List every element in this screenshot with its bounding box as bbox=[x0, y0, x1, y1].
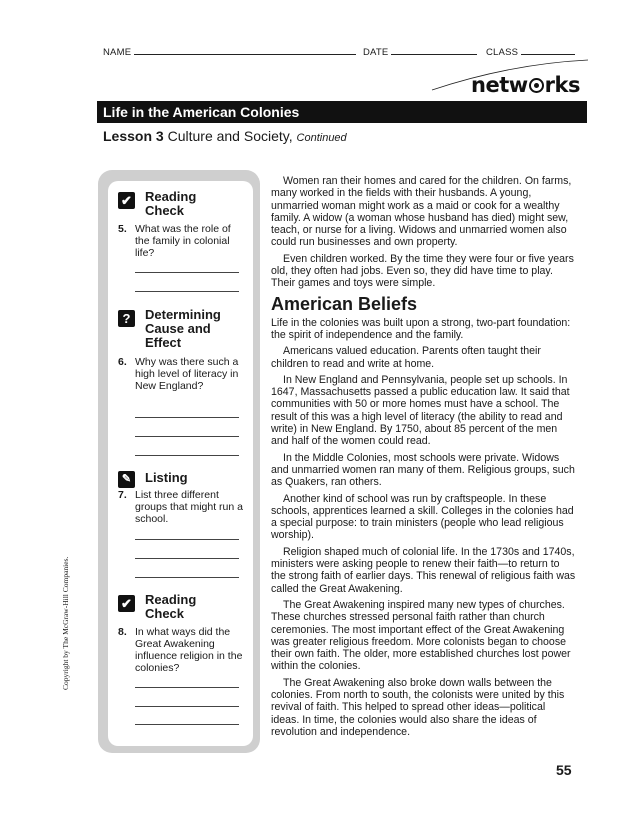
chapter-title: Life in the American Colonies bbox=[103, 104, 300, 120]
answer-line[interactable] bbox=[135, 291, 239, 292]
box-title: Reading Check bbox=[145, 189, 197, 218]
box-header bbox=[118, 190, 248, 222]
listing-box bbox=[118, 469, 248, 525]
box-header bbox=[118, 593, 248, 625]
paragraph: Religion shaped much of colonial life. In the 1730s and 1740s, ministers were asking people to renew their faith—to return to the strong faith of earlier days. This renewal of religious faith was called the Great Awakening. bbox=[271, 545, 576, 595]
paragraph: Another kind of school was run by craftspeople. In these schools, apprentices learned a skill. Colleges in the colonies had a special purpose: to train ministers (people who lead religious worship). bbox=[271, 492, 574, 542]
networks-logo bbox=[471, 73, 580, 97]
logo-text-start: netw bbox=[471, 73, 528, 97]
answer-line[interactable] bbox=[135, 687, 239, 688]
page-number: 55 bbox=[556, 762, 572, 778]
date-label: DATE bbox=[363, 47, 389, 58]
question-mark-icon: ? bbox=[118, 310, 135, 327]
list-icon: ✎ bbox=[118, 471, 135, 488]
checkmark-icon: ✔ bbox=[118, 192, 135, 209]
answer-line[interactable] bbox=[135, 724, 239, 725]
name-field[interactable] bbox=[103, 46, 356, 58]
lesson-title bbox=[103, 128, 347, 144]
body-text bbox=[271, 175, 576, 742]
class-label: CLASS bbox=[486, 47, 519, 58]
paragraph: The Great Awakening inspired many new types of churches. These churches stressed personal faith rather than church ceremonies. The most important effect of the Great Awakening was greater religious freedom. More colonists began to choose their own faith. The older, more established churches lost power within the colonies. bbox=[271, 598, 571, 673]
question-number: 5. bbox=[118, 223, 127, 235]
question-text: What was the role of the family in colonial life? bbox=[135, 223, 231, 259]
date-line bbox=[391, 46, 477, 55]
class-line bbox=[521, 46, 575, 55]
answer-line[interactable] bbox=[135, 455, 239, 456]
section-heading: American Beliefs bbox=[271, 293, 418, 314]
answer-line[interactable] bbox=[135, 417, 239, 418]
paragraph: In New England and Pennsylvania, people set up schools. In 1647, Massachusetts passed a public education law. It said that communities with 50 or more homes must have a school. The result of this was a high level of literacy (the ability to read and write) in New England. By 1750, about 85 percent of the men and half of the women could read. bbox=[271, 373, 570, 448]
determining-cause-effect-box bbox=[118, 307, 248, 392]
logo-text-end: rks bbox=[544, 73, 580, 97]
question-number: 8. bbox=[118, 626, 127, 638]
paragraph: Even children worked. By the time they were four or five years old, they often had jobs. Even so, they did have time to play. Their games and toys were simple. bbox=[271, 252, 574, 290]
question-text: Why was there such a high level of literacy in New England? bbox=[135, 356, 239, 392]
paragraph: The Great Awakening also broke down walls between the colonies. From north to south, the colonists were united by this revival of faith. This helped to spread other ideas—political ideas. In time, the colonies would also share the ideas of revolution and independence. bbox=[271, 676, 565, 738]
box-title: Determining Cause and Effect bbox=[145, 307, 221, 350]
answer-line[interactable] bbox=[135, 436, 239, 437]
question-number: 7. bbox=[118, 489, 127, 501]
lesson-continued: Continued bbox=[296, 132, 347, 144]
lesson-topic: Culture and Society, bbox=[167, 128, 293, 144]
question-number: 6. bbox=[118, 356, 127, 368]
lesson-number: Lesson 3 bbox=[103, 128, 164, 144]
name-label: NAME bbox=[103, 47, 132, 58]
box-title: Listing bbox=[145, 470, 188, 485]
question-text: In what ways did the Great Awakening influence religion in the colonies? bbox=[135, 626, 243, 674]
reading-check-box-2 bbox=[118, 592, 248, 674]
paragraph: Americans valued education. Parents often taught their children to read and write at home. bbox=[271, 345, 541, 370]
chapter-banner bbox=[97, 101, 587, 123]
logo-globe-icon bbox=[529, 78, 544, 93]
box-header bbox=[118, 308, 248, 352]
copyright-notice: Copyright by The McGraw-Hill Companies. bbox=[61, 556, 70, 690]
answer-line[interactable] bbox=[135, 577, 239, 578]
paragraph: In the Middle Colonies, most schools were private. Widows and unmarried women ran many of them. Religious groups, such as Quakers, ran others. bbox=[271, 451, 575, 489]
answer-line[interactable] bbox=[135, 558, 239, 559]
answer-line[interactable] bbox=[135, 539, 239, 540]
box-title: Reading Check bbox=[145, 592, 197, 621]
question-text: List three different groups that might run a school. bbox=[135, 489, 243, 525]
paragraph: Life in the colonies was built upon a strong, two-part foundation: the spirit of independence and the family. bbox=[271, 316, 571, 341]
name-line bbox=[134, 46, 356, 55]
answer-line[interactable] bbox=[135, 706, 239, 707]
reading-check-box-1 bbox=[118, 189, 248, 259]
answer-line[interactable] bbox=[135, 272, 239, 273]
paragraph: Women ran their homes and cared for the children. On farms, many worked in the fields with their husbands. A young, unmarried woman might work as a maid or cook for a wealthy family. A widow (a woman whose husband has died) might sew, teach, or nurse for a living. Widows and unmarried women also could run businesses and own property. bbox=[271, 175, 572, 249]
checkmark-icon: ✔ bbox=[118, 595, 135, 612]
